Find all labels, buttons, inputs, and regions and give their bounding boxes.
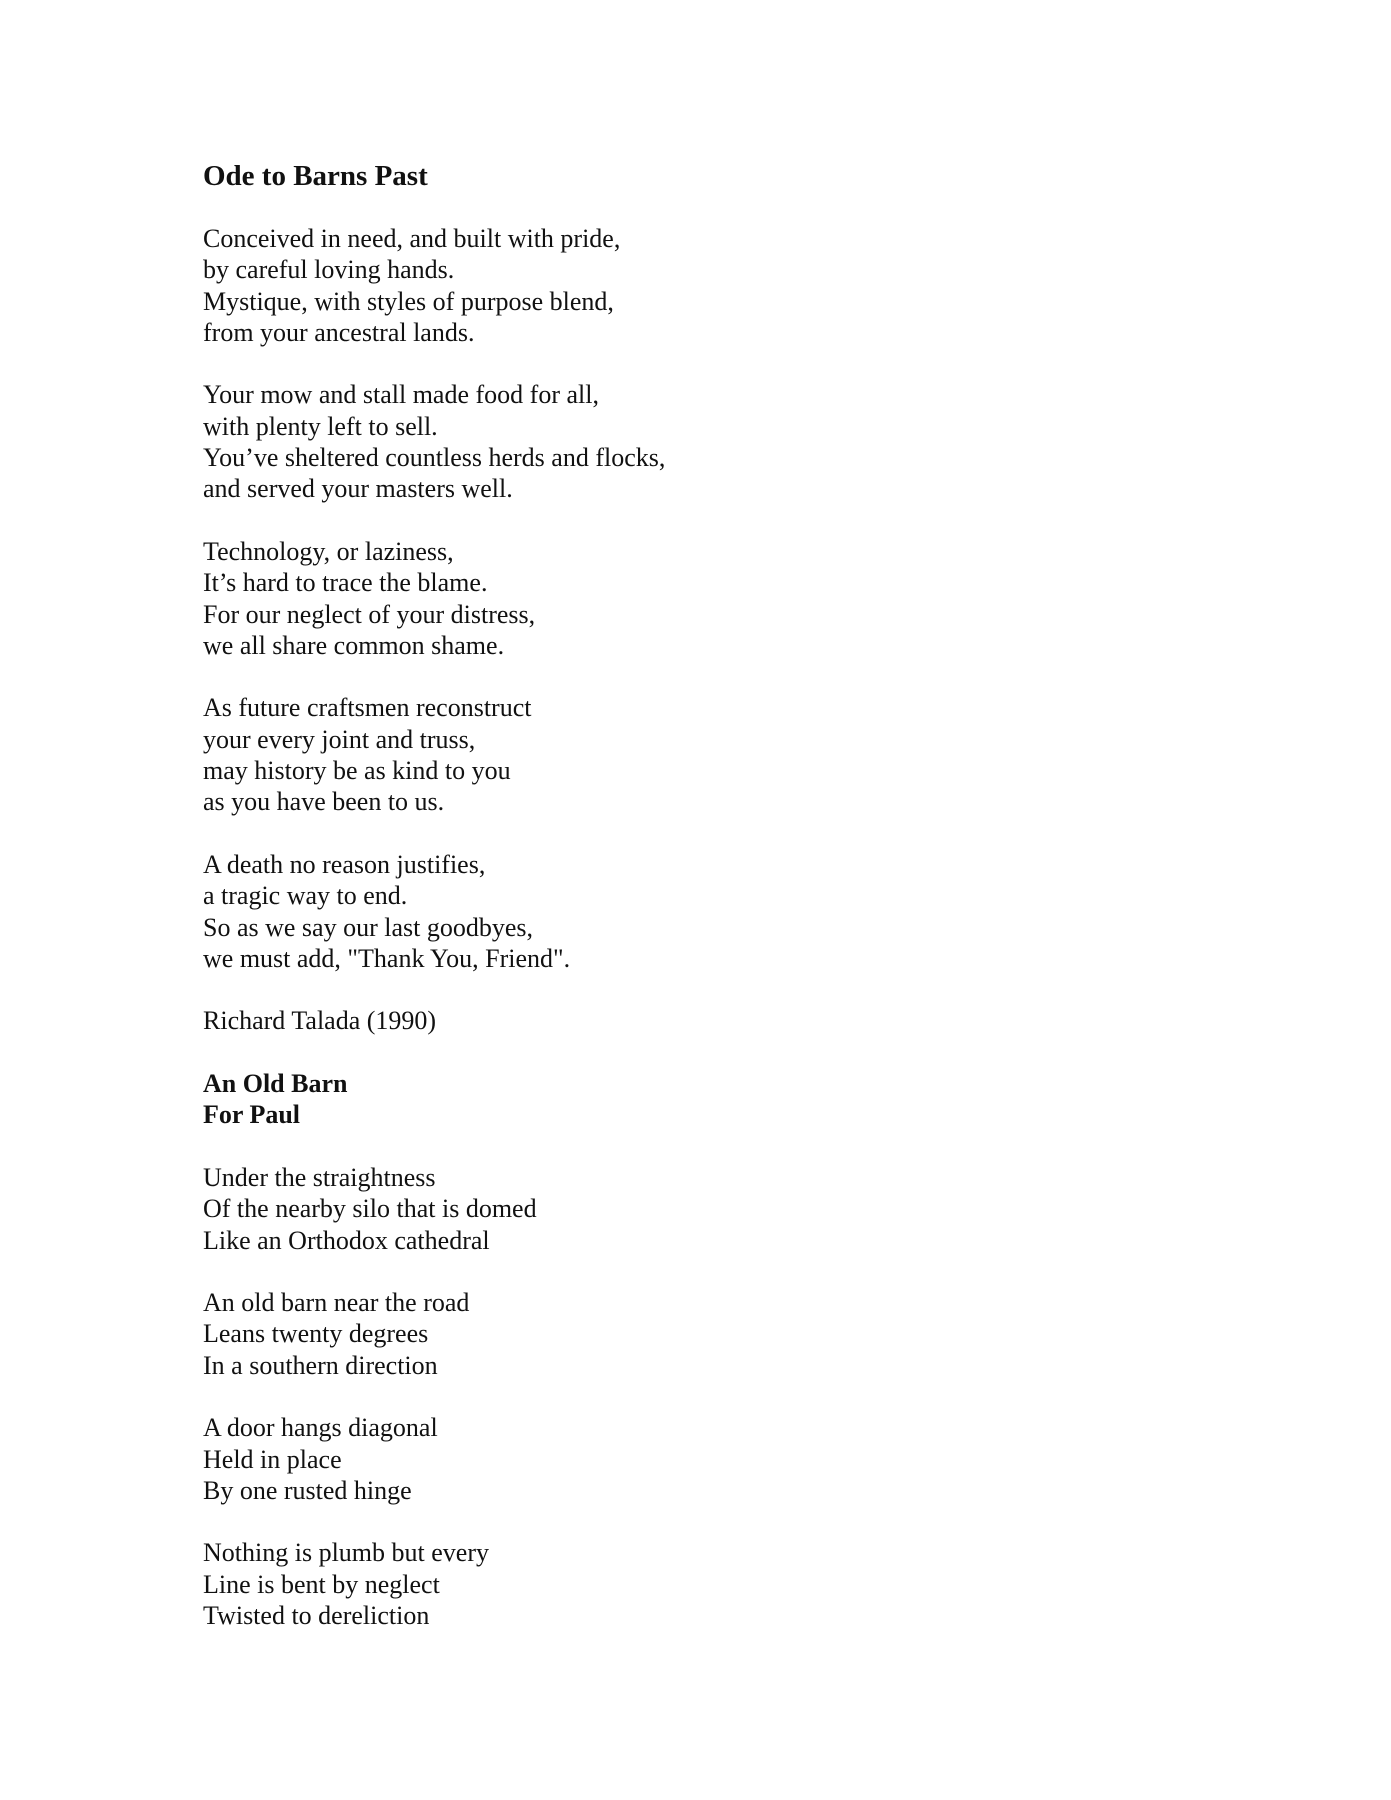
poem-2-heading	[203, 1068, 1203, 1131]
poem-line: Twisted to dereliction	[203, 1601, 430, 1631]
poem-1-title: Ode to Barns Past	[203, 160, 428, 192]
poem-line: Mystique, with styles of purpose blend,	[203, 286, 614, 316]
poem-line: as you have been to us.	[203, 787, 445, 817]
poem-line: As future craftsmen reconstruct	[203, 693, 532, 723]
poem-line: Conceived in need, and built with pride,	[203, 224, 621, 253]
poem-line: By one rusted hinge	[203, 1475, 412, 1505]
poem-line: your every joint and truss,	[203, 724, 476, 754]
poem-2-dedication: For Paul	[203, 1100, 301, 1130]
poem-line: by careful loving hands.	[203, 255, 455, 285]
poem-1-stanza-4	[203, 692, 1203, 817]
poem-1-stanza-5	[203, 849, 1203, 974]
poem-line: Like an Orthodox cathedral	[203, 1225, 490, 1255]
poem-2-stanza-2	[203, 1287, 1203, 1381]
poem-line: An old barn near the road	[203, 1288, 470, 1318]
poem-line: Leans twenty degrees	[203, 1319, 429, 1349]
poem-line: and served your masters well.	[203, 474, 513, 504]
poem-1-stanza-1	[203, 223, 1203, 348]
poem-line: A death no reason justifies,	[203, 849, 486, 879]
poem-line: Your mow and stall made food for all,	[203, 380, 599, 410]
poem-2-stanza-3	[203, 1412, 1203, 1506]
poem-line: Under the straightness	[203, 1162, 436, 1192]
poem-line: a tragic way to end.	[203, 881, 408, 911]
poem-1-attribution: Richard Talada (1990)	[203, 1006, 437, 1036]
poem-line: we must add, "Thank You, Friend".	[203, 943, 571, 973]
poem-line: Of the nearby silo that is domed	[203, 1194, 537, 1224]
poem-line: Held in place	[203, 1444, 342, 1474]
poem-line: Nothing is plumb but every	[203, 1538, 489, 1568]
poem-line: from your ancestral lands.	[203, 317, 475, 347]
poem-line: with plenty left to sell.	[203, 411, 438, 441]
poem-line: It’s hard to trace the blame.	[203, 568, 488, 598]
poem-line: You’ve sheltered countless herds and flocks,	[203, 443, 666, 473]
poem-content	[203, 158, 1203, 1663]
poem-line: In a southern direction	[203, 1350, 438, 1380]
poem-2-title: An Old Barn	[203, 1069, 348, 1099]
poem-line: Line is bent by neglect	[203, 1569, 440, 1599]
poem-line: Technology, or laziness,	[203, 536, 454, 566]
poem-1-stanza-2	[203, 379, 1203, 504]
poem-line: A door hangs diagonal	[203, 1413, 438, 1443]
poem-line: we all share common shame.	[203, 630, 505, 660]
poem-2-stanza-1	[203, 1162, 1203, 1256]
poem-1-stanza-3	[203, 536, 1203, 661]
poem-2-stanza-4	[203, 1537, 1203, 1631]
poem-line: So as we say our last goodbyes,	[203, 912, 534, 942]
poem-line: For our neglect of your distress,	[203, 599, 536, 629]
poem-line: may history be as kind to you	[203, 756, 511, 786]
